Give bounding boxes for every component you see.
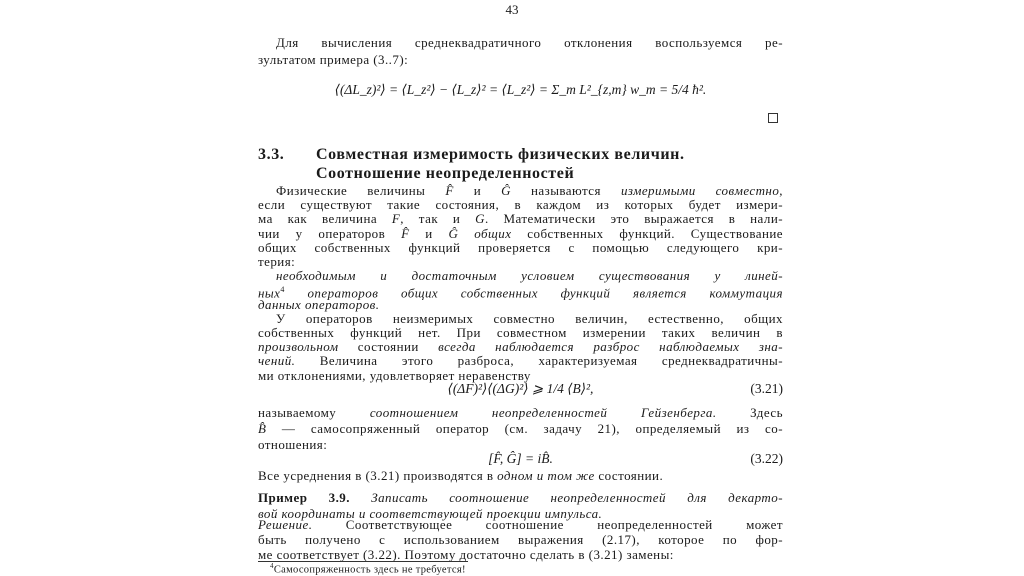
text-segment: F̂: [401, 225, 410, 241]
text-segment: и: [453, 183, 502, 198]
section-title-line1: Совместная измеримость физических величин.: [316, 146, 685, 163]
text-line: [258, 490, 783, 505]
text-segment: отношения:: [258, 437, 328, 452]
text-segment: Для вычисления среднеквадратичного отклонения воспользуемся ре-: [276, 35, 783, 50]
text-segment: — самосопряженный оператор (см. задачу 21), определяемый из со-: [266, 421, 783, 436]
text-segment: 4: [280, 285, 285, 295]
text-segment: измеримыми совместно: [620, 183, 780, 198]
text-segment: чений.: [258, 353, 296, 369]
equation-number: (3.21): [750, 381, 783, 396]
text-line: [258, 211, 783, 226]
text-segment: [458, 226, 474, 241]
equation-formula: ⟨(ΔF)²⟩⟨(ΔG)²⟩ ⩾ 1/4 ⟨B⟩²,: [447, 381, 594, 396]
text-segment: ных: [258, 285, 281, 301]
text-segment: Физические величины: [276, 183, 446, 198]
text-segment: Соответствующее соотношение неопределенностей может: [312, 517, 783, 532]
text-segment: собственных функций. Существование: [511, 225, 784, 241]
text-line: [258, 240, 783, 255]
text-line: [258, 35, 783, 50]
footnote-mark: 4: [270, 562, 274, 570]
text-line: [258, 325, 783, 340]
text-line: [258, 353, 783, 368]
text-segment: собственных функций нет. При совместном измерении таких величин в: [258, 325, 783, 340]
section-number: 3.3.: [258, 146, 285, 163]
text-line: [258, 532, 783, 547]
text-segment: Решение.: [258, 517, 313, 532]
text-segment: G: [475, 211, 485, 227]
text-line: [258, 282, 783, 301]
text-line: [258, 226, 783, 241]
text-line: [258, 547, 783, 562]
text-segment: необходимым и достаточным условием существования у линей-: [276, 268, 783, 284]
text-segment: чии у операторов: [258, 225, 402, 241]
text-line: [258, 311, 783, 326]
text-segment: F̂: [445, 183, 454, 198]
text-segment: состоянии.: [594, 468, 664, 483]
text-line: [258, 183, 783, 198]
equation-number: (3.22): [750, 451, 783, 466]
text-segment: ме соответствует (3.22). Поэтому достаточно сделать в (3.21) замены:: [258, 547, 674, 562]
equation-3-21: [258, 381, 783, 397]
text-segment: Ĝ: [448, 225, 459, 241]
text-segment: состоянии: [338, 339, 439, 355]
text-segment: Здесь: [716, 405, 784, 420]
text-line: [258, 421, 783, 436]
equation-formula: [F̂, Ĝ] = iB̂.: [488, 451, 553, 466]
text-segment: и: [409, 225, 449, 241]
text-segment: У операторов неизмеримых совместно величин, естественно, общих: [276, 310, 783, 326]
text-segment: Ĝ: [501, 183, 511, 198]
text-segment: Записать соотношение неопределенностей для декарто-: [349, 490, 783, 505]
text-segment: произвольном: [258, 339, 339, 355]
text-segment: , так и: [400, 211, 476, 227]
text-segment: терия:: [258, 254, 296, 269]
text-segment: операторов общих собственных функций является коммутация: [284, 285, 783, 301]
text-segment: Пример 3.9.: [258, 490, 350, 505]
text-line: [258, 297, 783, 312]
text-line: [258, 52, 783, 67]
equation-formula: ⟨(ΔL_z)²⟩ = ⟨L_z²⟩ − ⟨L_z⟩² = ⟨L_z²⟩ = Σ_m L²_{z,m} w_m = 5/4 ħ².: [334, 82, 707, 97]
text-segment: быть получено с использованием выражения (2.17), которое по фор-: [258, 532, 783, 547]
text-segment: вой координаты и соответствующей проекции импульса.: [258, 506, 603, 521]
text-segment: всегда наблюдается разброс наблюдаемых зна-: [438, 339, 783, 355]
text-segment: данных операторов.: [258, 296, 380, 312]
text-segment: B̂: [258, 421, 267, 436]
qed-square-icon: [768, 113, 778, 123]
text-line: [258, 437, 783, 452]
section-title-line2: Соотношение неопределенностей: [316, 165, 575, 182]
text-segment: ми отклонениями, удовлетворяет неравенству: [258, 367, 531, 383]
text-line: [258, 197, 783, 212]
text-line: [258, 517, 783, 532]
text-segment: Величина этого разброса, характеризуемая среднеквадратичны-: [295, 353, 783, 369]
section-heading: [258, 145, 783, 182]
text-line: [258, 339, 783, 354]
text-segment: общих: [474, 225, 512, 241]
text-line: [258, 468, 783, 483]
footnote-text: Самосопряженность здесь не требуется!: [273, 564, 466, 576]
footnote: [270, 562, 466, 576]
text-segment: F: [391, 211, 401, 227]
text-segment: называемому: [258, 405, 370, 420]
text-segment: одном и том же: [497, 468, 595, 483]
equation-3-22: [258, 451, 783, 467]
text-line: [258, 254, 783, 269]
text-line: [258, 268, 783, 283]
text-segment: если существуют такие состояния, в каждом из которых будет измери-: [258, 197, 783, 213]
text-segment: соотношением неопределенностей Гейзенберга.: [369, 405, 717, 420]
text-segment: ,: [779, 183, 783, 198]
text-segment: общих собственных функций проверяется с помощью следующего кри-: [258, 239, 783, 255]
text-line: [258, 405, 783, 420]
page-number: 43: [505, 2, 519, 17]
text-segment: зультатом примера (3..7):: [258, 51, 409, 67]
text-segment: ма как величина: [258, 211, 392, 227]
text-segment: Все усреднения в (3.21) производятся в: [258, 468, 498, 483]
equation-lz-variance: [258, 82, 783, 98]
text-segment: . Математически это выражается в нали-: [484, 211, 784, 227]
text-segment: называются: [510, 183, 621, 198]
